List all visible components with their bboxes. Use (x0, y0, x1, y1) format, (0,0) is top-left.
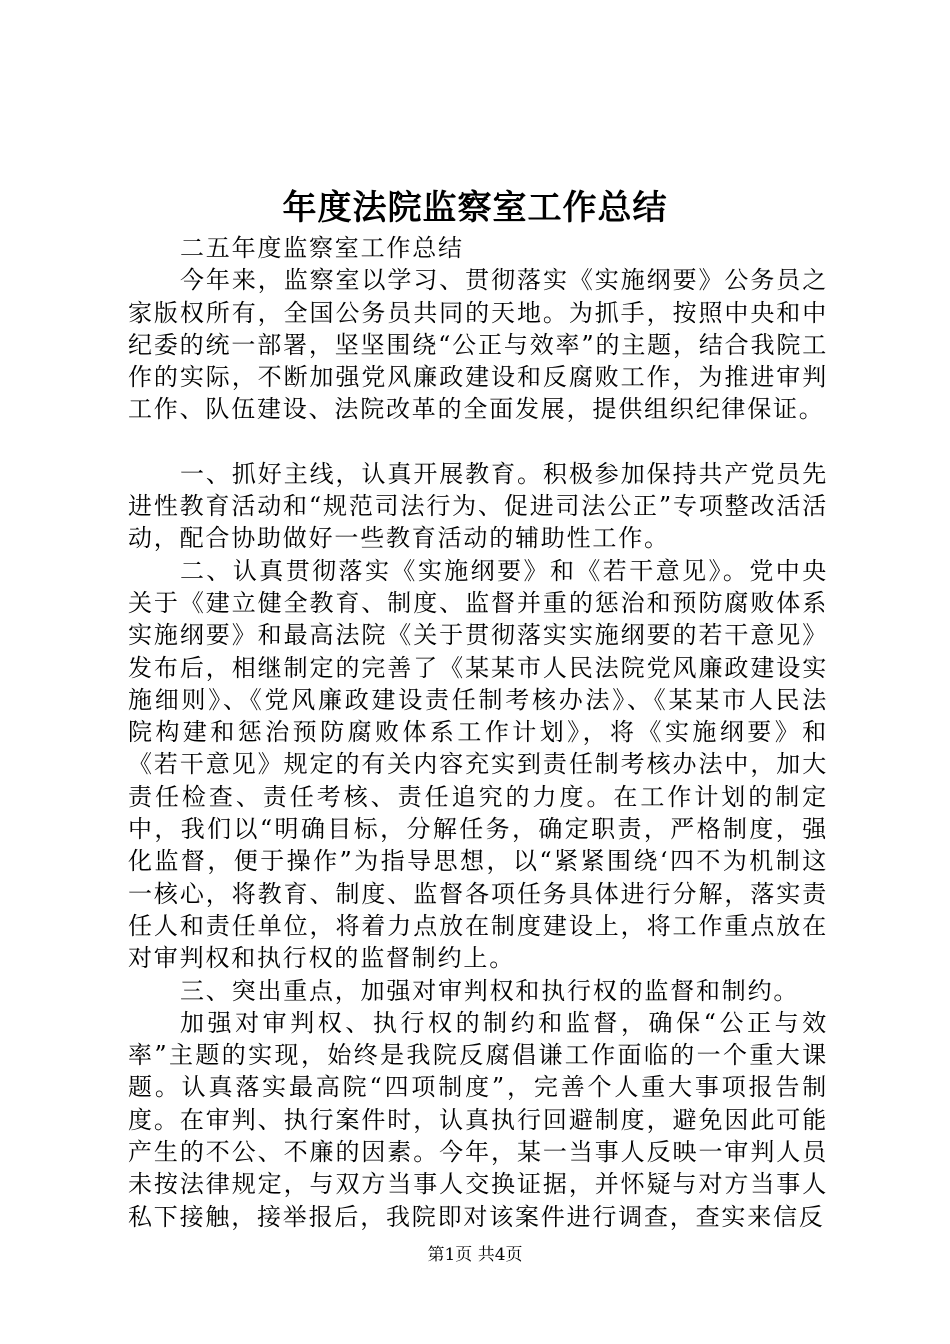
paragraph-section-1: 一、抓好主线，认真开展教育。积极参加保持共产党员先进性教育活动和“规范司法行为、促进司法公正”专项整改活活动，配合协助做好一些教育活动的辅助性工作。 (128, 459, 828, 553)
page-footer: 第1页 共4页 (427, 1245, 523, 1265)
paragraph-section-3-body: 加强对审判权、执行权的制约和监督，确保“公正与效率”主题的实现，始终是我院反腐倡谦工作面临的一个重大课题。认真落实最高院“四项制度”，完善个人重大事项报告制度。在审判、执行案件时，认真执行回避制度，避免因此可能产生的不公、不廉的因素。今年，某一当事人反映一审判人员未按法律规定，与双方当事人交换证据，并怀疑与对方当事人私下接触，接举报后，我院即对该案件进行调查，查实来信反 (128, 1008, 828, 1231)
document-body (128, 232, 828, 1233)
paragraph-subtitle: 二五年度监察室工作总结 (180, 234, 464, 262)
paragraph-intro: 今年来，监察室以学习、贯彻落实《实施纲要》公务员之家版权所有，全国公务员共同的天地。为抓手，按照中央和中纪委的统一部署，坚坚围绕“公正与效率”的主题，结合我院工作的实际，不断加强党风廉政建设和反腐败工作，为推进审判工作、队伍建设、法院改革的全面发展，提供组织纪律保证。 (128, 266, 828, 424)
document-title: 年度法院监察室工作总结 (282, 188, 668, 228)
paragraph-section-3-heading: 三、突出重点，加强对审判权和执行权的监督和制约。 (180, 976, 800, 1005)
paragraph-section-2: 二、认真贯彻落实《实施纲要》和《若干意见》。党中央关于《建立健全教育、制度、监督并重的惩治和预防腐败体系实施纲要》和最高法院《关于贯彻落实实施纲要的若干意见》发布后，相继制定的完善了《某某市人民法院党风廉政建设实施细则》、《党风廉政建设责任制考核办法》、《某某市人民法院构建和惩治预防腐败体系工作计划》，将《实施纲要》和《若干意见》规定的有关内容充实到责任制考核办法中，加大责任检查、责任考核、责任追究的力度。在工作计划的制定中，我们以“明确目标，分解任务，确定职责，严格制度，强化监督，便于操作”为指导思想，以“紧紧围绕‘四不为机制这一核心，将教育、制度、监督各项任务具体进行分解，落实责任人和责任单位，将着力点放在制度建设上，将工作重点放在对审判权和执行权的监督制约上。 (128, 556, 828, 973)
